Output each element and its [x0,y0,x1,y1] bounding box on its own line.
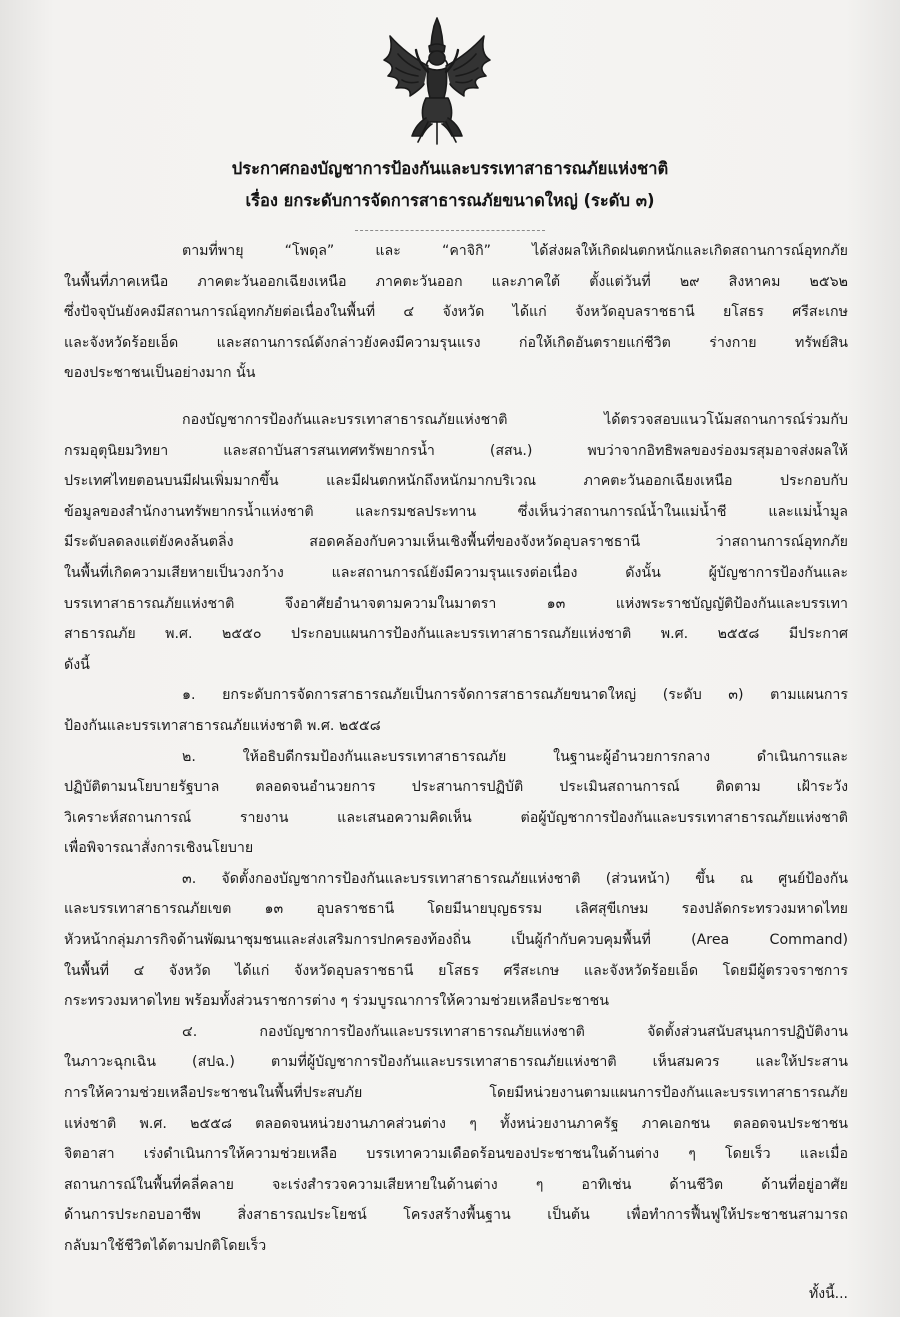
text-line: และบรรเทาสาธารณภัยเขต ๑๓ อุบลราชธานี โดยมีนายบุญธรรม เลิศสุขีเกษม รองปลัดกระทรวงมหาดไทย [64,901,848,918]
text-line: ป้องกันและบรรเทาสาธารณภัยแห่งชาติ พ.ศ. ๒๕๕๘ [64,717,381,734]
text-line: มีระดับลดลงแต่ยังคงล้นตลิ่ง สอดคล้องกับความเห็นเชิงพื้นที่ของจังหวัดอุบลราชธานี ว่าสถานการณ์อุทกภัย [64,534,848,551]
text-line: ในพื้นที่ภาคเหนือ ภาคตะวันออกเฉียงเหนือ ภาคตะวันออก และภาคใต้ ตั้งแต่วันที่ ๒๙ สิงหาคม ๒๕๖๒ [64,273,848,290]
text-line: ในพื้นที่เกิดความเสียหายเป็นวงกว้าง และสถานการณ์ยังมีความรุนแรงต่อเนื่อง ดังนั้น ผู้บัญชาการป้องกันและ [64,564,848,581]
text-line: กลับมาใช้ชีวิตได้ตามปกติโดยเร็ว [64,1238,267,1254]
text-line: วิเคราะห์สถานการณ์ รายงาน และเสนอความคิดเห็น ต่อผู้บัญชาการป้องกันและบรรเทาสาธารณภัยแห่งชาติ [64,809,848,826]
text-line: ของประชาชนเป็นอย่างมาก นั้น [64,365,256,382]
garuda-emblem-icon [376,14,498,146]
directive-item-1 [64,680,848,741]
text-line: เพื่อพิจารณาสั่งการเชิงนโยบาย [64,840,254,857]
directive-item-4 [64,1017,848,1262]
paragraph-intro [64,236,848,389]
paragraph-assessment [64,405,848,680]
text-line: ในภาวะฉุกเฉิน (สปฉ.) ตามที่ผู้บัญชาการป้องกันและบรรเทาสาธารณภัยแห่งชาติ เห็นสมควร และให้ประสาน [64,1054,848,1071]
text-line: กระทรวงมหาดไทย พร้อมทั้งส่วนราชการต่าง ๆ ร่วมบูรณาการให้ความช่วยเหลือประชาชน [64,993,609,1010]
page-continuation: ทั้งนี้... [809,1286,848,1302]
text-line: ๓. จัดตั้งกองบัญชาการป้องกันและบรรเทาสาธารณภัยแห่งชาติ (ส่วนหน้า) ขึ้น ณ ศูนย์ป้องกัน [182,870,848,887]
text-line: และจังหวัดร้อยเอ็ด และสถานการณ์ดังกล่าวยังคงมีความรุนแรง ก่อให้เกิดอันตรายแก่ชีวิต ร่างกาย ทรัพย์สิน [64,334,848,351]
text-line: ด้านการประกอบอาชีพ สิ่งสาธารณประโยชน์ โครงสร้างพื้นฐาน เป็นต้น เพื่อทำการฟื้นฟูให้ประชาชนสามารถ [64,1207,848,1224]
text-line: ซึ่งปัจจุบันยังคงมีสถานการณ์อุทกภัยต่อเนื่องในพื้นที่ ๔ จังหวัด ได้แก่ จังหวัดอุบลราชธานี ยโสธร ศรีสะเกษ [64,304,848,321]
text-line: ประเทศไทยตอนบนมีฝนเพิ่มมากขึ้น และมีฝนตกหนักถึงหนักมากบริเวณ ภาคตะวันออกเฉียงเหนือ ประกอบกับ [64,473,848,490]
text-line: ๒. ให้อธิบดีกรมป้องกันและบรรเทาสาธารณภัย ในฐานะผู้อำนวยการกลาง ดำเนินการและ [182,748,848,765]
text-line: ๔. กองบัญชาการป้องกันและบรรเทาสาธารณภัยแห่งชาติ จัดตั้งส่วนสนับสนุนการปฏิบัติงาน [182,1023,848,1040]
announcement-body [64,236,848,1262]
text-line: กรมอุตุนิยมวิทยา และสถาบันสารสนเทศทรัพยากรน้ำ (สสน.) พบว่าจากอิทธิพลของร่องมรสุมอาจส่งผลให้ [64,442,848,459]
announcement-subject: เรื่อง ยกระดับการจัดการสาธารณภัยขนาดใหญ่ (ระดับ ๓) [245,191,655,210]
directive-item-2 [64,742,848,864]
text-line: ข้อมูลของสำนักงานทรัพยากรน้ำแห่งชาติ และกรมชลประทาน ซึ่งเห็นว่าสถานการณ์น้ำในแม่น้ำชี และแม่น้ำมูล [64,503,848,520]
text-line: ในพื้นที่ ๔ จังหวัด ได้แก่ จังหวัดอุบลราชธานี ยโสธร ศรีสะเกษ และจังหวัดร้อยเอ็ด โดยมีผู้ตรวจราชการ [64,962,848,979]
directive-item-3 [64,864,848,1017]
text-line: บรรเทาสาธารณภัยแห่งชาติ จึงอาศัยอำนาจตามความในมาตรา ๑๓ แห่งพระราชบัญญัติป้องกันและบรรเทา [64,595,848,612]
text-line: สถานการณ์ในพื้นที่คลี่คลาย จะเร่งสำรวจความเสียหายในด้านต่าง ๆ อาทิเช่น ด้านชีวิต ด้านที่อยู่อาศัย [64,1176,848,1193]
text-line: ตามที่พายุ “โพดุล” และ “คาจิกิ” ได้ส่งผลให้เกิดฝนตกหนักและเกิดสถานการณ์อุทกภัย [182,243,848,259]
text-line: ๑. ยกระดับการจัดการสาธารณภัยเป็นการจัดการสาธารณภัยขนาดใหญ่ (ระดับ ๓) ตามแผนการ [182,687,848,704]
text-line: กองบัญชาการป้องกันและบรรเทาสาธารณภัยแห่งชาติ ได้ตรวจสอบแนวโน้มสถานการณ์ร่วมกับ [182,411,848,428]
text-line: สาธารณภัย พ.ศ. ๒๕๕๐ ประกอบแผนการป้องกันและบรรเทาสาธารณภัยแห่งชาติ พ.ศ. ๒๕๕๘ มีประกาศ [64,626,848,643]
announcement-title: ประกาศกองบัญชาการป้องกันและบรรเทาสาธารณภัยแห่งชาติ [231,159,669,178]
text-line: หัวหน้ากลุ่มภารกิจด้านพัฒนาชุมชนและส่งเสริมการปกครองท้องถิ่น เป็นผู้กำกับควบคุมพื้นที่ (Area Command) [64,932,848,949]
header-divider [355,230,545,231]
text-line: การให้ความช่วยเหลือประชาชนในพื้นที่ประสบภัย โดยมีหน่วยงานตามแผนการป้องกันและบรรเทาสาธารณภัย [64,1085,848,1102]
text-line: แห่งชาติ พ.ศ. ๒๕๕๘ ตลอดจนหน่วยงานภาคส่วนต่าง ๆ ทั้งหน่วยงานภาครัฐ ภาคเอกชน ตลอดจนประชาชน [64,1115,848,1132]
announcement-header [0,152,900,216]
text-line: จิตอาสา เร่งดำเนินการให้ความช่วยเหลือ บรรเทาความเดือดร้อนของประชาชนในด้านต่าง ๆ โดยเร็ว และเมื่อ [64,1146,848,1163]
text-line: ดังนี้ [64,656,90,673]
text-line: ปฏิบัติตามนโยบายรัฐบาล ตลอดจนอำนวยการ ประสานการปฏิบัติ ประเมินสถานการณ์ ติดตาม เฝ้าระวัง [64,779,848,796]
